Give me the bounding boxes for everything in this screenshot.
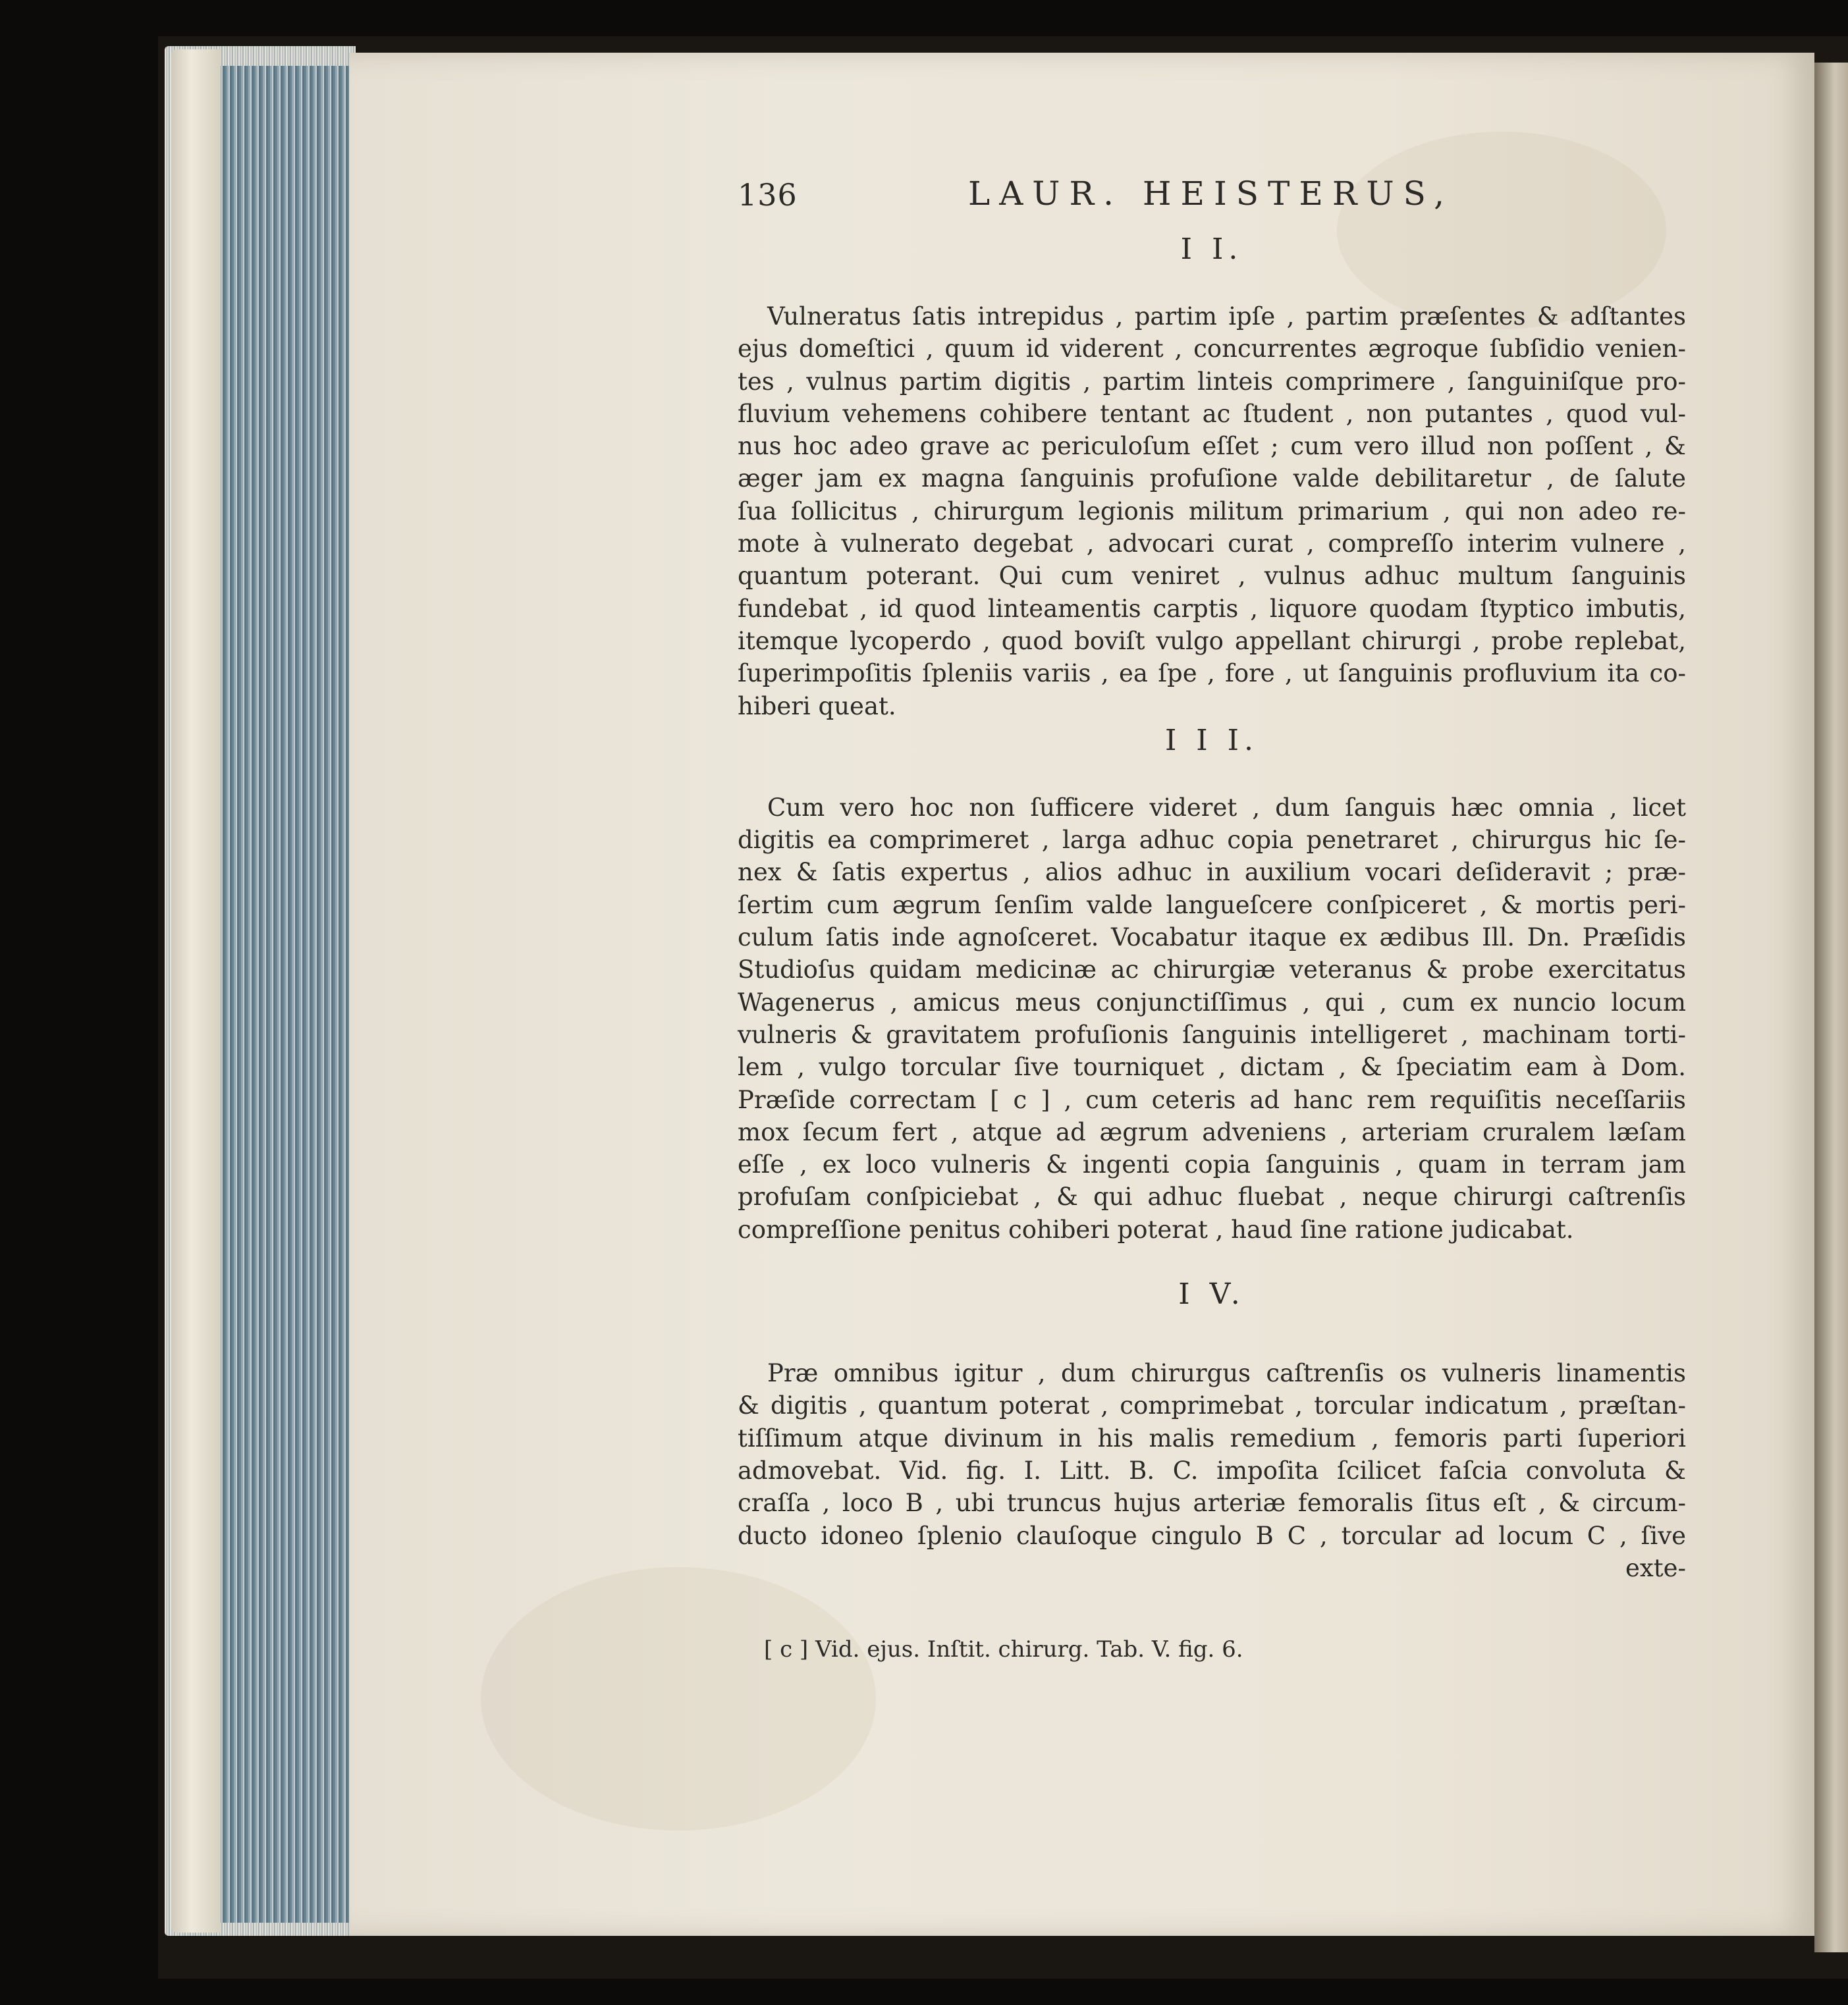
text-line: Wagenerus , amicus meus conjunctiſſimus , qui , cum ex nuncio locum [738, 988, 1686, 1017]
text-line: æger jam ex magna ſanguinis profuſione valde debilitaretur , de ſalute [738, 464, 1686, 493]
section-numeral: I I. [1180, 232, 1243, 266]
footnote: [ c ] Vid. ejus. Inſtit. chirurg. Tab. V. fig. 6. [764, 1636, 1243, 1663]
text-line: ſertim cum ægrum ſenſim valde langueſcere conſpiceret , & mortis peri- [738, 890, 1686, 919]
paragraph [738, 1357, 1686, 1552]
text-line: Præſide correctam [ c ] , cum ceteris ad hanc rem requiſitis neceſſariis [738, 1085, 1686, 1114]
paragraph [738, 300, 1686, 722]
text-line: ducto idoneo ſplenio clauſoque cingulo B C , torcular ad locum C , ſive [738, 1521, 1686, 1550]
text-line: quantum poterant. Qui cum veniret , vulnus adhuc multum ſanguinis [738, 562, 1686, 591]
page-number: 136 [738, 177, 798, 213]
text-line: mox ſecum fert , atque ad ægrum adveniens , arteriam cruralem læſam [738, 1117, 1686, 1146]
text-line: profuſam conſpiciebat , & qui adhuc fluebat , neque chirurgi caſtrenſis [738, 1183, 1686, 1212]
running-head-title: LAUR. HEISTERUS, [968, 174, 1454, 213]
text-line: ſua ſollicitus , chirurgum legionis militum primarium , qui non adeo re- [738, 496, 1686, 525]
text-block [738, 174, 1686, 1584]
text-line: Præ omnibus igitur , dum chirurgus caſtrenſis os vulneris linamentis [767, 1359, 1686, 1388]
paper-stain [481, 1567, 876, 1831]
section-numeral: I I I. [1164, 723, 1259, 757]
text-line: culum ſatis inde agnoſceret. Vocabatur itaque ex ædibus Ill. Dn. Præſidis [738, 923, 1686, 952]
text-line: nus hoc adeo grave ac periculoſum eſſet ; cum vero illud non poſſent , & [738, 432, 1686, 461]
text-line: Studioſus quidam medicinæ ac chirurgiæ veteranus & probe exercitatus [738, 955, 1686, 984]
text-line: Vulneratus ſatis intrepidus , partim ipſe , partim præſentes & adſtantes [767, 302, 1686, 331]
text-line: eſſe , ex loco vulneris & ingenti copia ſanguinis , quam in terram jam [738, 1150, 1686, 1179]
text-line: vulneris & gravitatem profuſionis ſanguinis intelligeret , machinam torti- [738, 1020, 1686, 1049]
book-gutter [1814, 63, 1848, 1952]
page-edges-blue [217, 66, 349, 1923]
text-line: Cum vero hoc non ſufficere videret , dum ſanguis hæc omnia , licet [767, 793, 1686, 822]
text-line: compreſſione penitus cohiberi poterat , haud ſine ratione judicabat. [738, 1215, 1574, 1244]
text-line: fluvium vehemens cohibere tentant ac ſtudent , non putantes , quod vul- [738, 399, 1686, 428]
section-numeral: I V. [1178, 1277, 1245, 1312]
text-line: craſſa , loco B , ubi truncus hujus arteriæ femoralis ſitus eſt , & circum- [738, 1489, 1686, 1518]
text-line: admovebat. Vid. fig. I. Litt. B. C. impoſita ſcilicet faſcia convoluta & [738, 1456, 1686, 1485]
text-line: tes , vulnus partim digitis , partim linteis comprimere , ſanguiniſque pro- [738, 367, 1686, 396]
catchword: exte- [1625, 1553, 1686, 1582]
text-line: ejus domeſtici , quum id viderent , concurrentes ægroque ſubſidio venien- [738, 334, 1686, 363]
text-line: lem , vulgo torcular ſive tourniquet , dictam , & ſpeciatim eam à Dom. [738, 1053, 1686, 1082]
text-line: digitis ea comprimeret , larga adhuc copia penetraret , chirurgus hic ſe- [738, 826, 1686, 855]
text-line: hiberi queat. [738, 691, 896, 720]
text-line: ſuperimpoſitis ſpleniis variis , ea ſpe , fore , ut ſanguinis profluvium ita co- [738, 659, 1686, 688]
text-line: mote à vulnerato degebat , advocari curat , compreſſo interim vulnere , [738, 529, 1686, 558]
running-head [738, 174, 1686, 227]
page-stack-rim [171, 49, 221, 1933]
text-line: & digitis , quantum poterat , comprimebat , torcular indicatum , præſtan- [738, 1391, 1686, 1420]
paragraph [738, 791, 1686, 1246]
text-line: tiſſimum atque divinum in his malis remedium , femoris parti ſuperiori [738, 1424, 1686, 1453]
text-line: itemque lycoperdo , quod boviſt vulgo appellant chirurgi , probe replebat, [738, 626, 1686, 655]
text-line: nex & ſatis expertus , alios adhuc in auxilium vocari deſideravit ; præ- [738, 858, 1686, 887]
text-line: fundebat , id quod linteamentis carptis , liquore quodam ſtyptico imbutis, [738, 594, 1686, 623]
